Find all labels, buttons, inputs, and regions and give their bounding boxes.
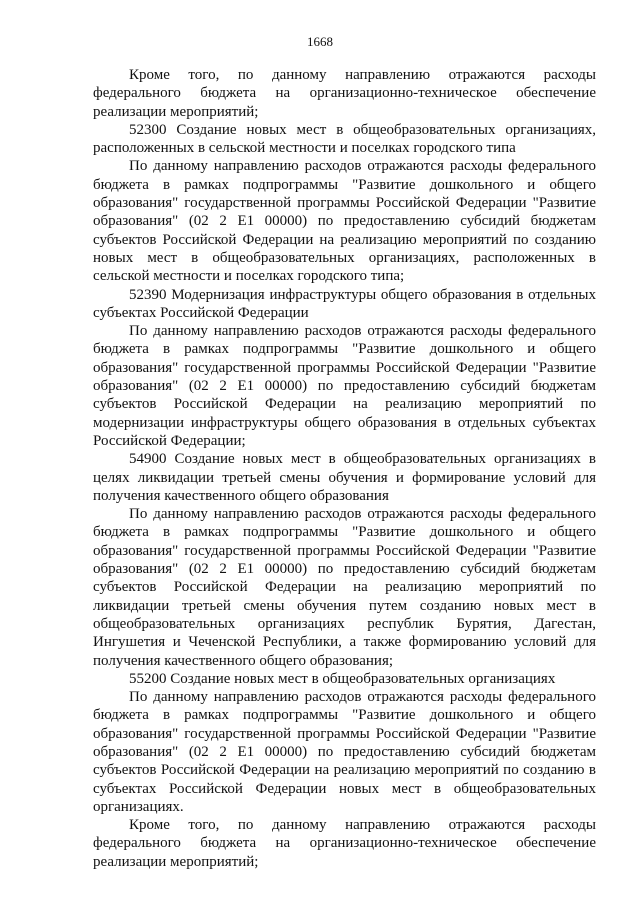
text-line: федерального бюджета на организационно-техническое обеспечение: [93, 835, 596, 852]
text-line: субъектов Российской Федерации на реализацию мероприятий по созданию: [93, 231, 596, 248]
text-line: Ингушетия и Чеченской Республики, а также формированию условий для: [93, 634, 596, 651]
text-line: образования" государственной программы Российской Федерации "Развитие: [93, 195, 596, 212]
paragraph: [93, 450, 596, 505]
text-line: 52300 Создание новых мест в общеобразовательных организациях,: [129, 121, 596, 138]
text-line: субъектах Российской Федерации новых мест в общеобразовательных: [93, 780, 596, 797]
text-line: образования" (02 2 E1 00000) по предоставлению субсидий бюджетам: [93, 561, 596, 578]
text-line: образования" (02 2 E1 00000) по предоставлению субсидий бюджетам: [93, 213, 596, 230]
text-line: бюджета в рамках подпрограммы "Развитие дошкольного и общего: [93, 341, 596, 358]
paragraph: [93, 66, 596, 121]
text-line: образования" (02 2 E1 00000) по предоставлению субсидий бюджетам: [93, 378, 596, 395]
text-line: образования" государственной программы Российской Федерации "Развитие: [93, 725, 596, 742]
text-line: бюджета в рамках подпрограммы "Развитие дошкольного и общего: [93, 707, 596, 724]
text-line: расположенных в сельской местности и поселках городского типа: [93, 140, 516, 157]
text-line: По данному направлению расходов отражаются расходы федерального: [129, 323, 596, 340]
text-line: бюджета в рамках подпрограммы "Развитие дошкольного и общего: [93, 524, 596, 541]
text-line: субъектов Российской Федерации на реализацию мероприятий по созданию в: [93, 762, 596, 779]
text-line: По данному направлению расходов отражаются расходы федерального: [129, 506, 596, 523]
paragraph: [93, 816, 596, 871]
text-line: модернизации инфраструктуры общего образования в отдельных субъектах: [93, 414, 596, 431]
text-line: общеобразовательных организациях республик Бурятия, Дагестан,: [93, 615, 596, 632]
paragraph: [93, 121, 596, 158]
paragraph: [93, 157, 596, 285]
text-line: целях ликвидации третьей смены обучения и формирование условий для: [93, 469, 596, 486]
paragraph: [93, 322, 596, 450]
text-line: 55200 Создание новых мест в общеобразовательных организациях: [129, 670, 556, 687]
text-line: По данному направлению расходов отражаются расходы федерального: [129, 689, 596, 706]
text-line: субъектов Российской Федерации на реализацию мероприятий по: [93, 579, 596, 596]
text-line: 54900 Создание новых мест в общеобразовательных организациях в: [129, 451, 596, 468]
text-line: Кроме того, по данному направлению отражаются расходы: [129, 67, 596, 83]
text-line: получения качественного общего образования;: [93, 652, 394, 669]
text-line: субъектах Российской Федерации: [93, 304, 309, 321]
text-line: образования" государственной программы Российской Федерации "Развитие: [93, 359, 596, 376]
page-number: 1668: [307, 34, 333, 49]
text-line: По данному направлению расходов отражаются расходы федерального: [129, 158, 596, 175]
paragraph: [93, 505, 596, 670]
text-line: субъектов Российской Федерации на реализацию мероприятий по: [93, 396, 596, 413]
paragraph: [93, 670, 596, 688]
text-line: реализации мероприятий;: [93, 853, 259, 870]
text-line: федерального бюджета на организационно-техническое обеспечение: [93, 85, 596, 102]
text-line: Российской Федерации;: [93, 432, 246, 449]
document-body: [93, 66, 596, 871]
text-line: новых мест в общеобразовательных организациях, расположенных в: [93, 249, 596, 266]
paragraph: [93, 688, 596, 816]
text-line: бюджета в рамках подпрограммы "Развитие дошкольного и общего: [93, 176, 596, 193]
text-line: Кроме того, по данному направлению отражаются расходы: [129, 817, 596, 834]
text-line: сельской местности и поселках городского типа;: [93, 268, 405, 285]
text-line: образования" государственной программы Российской Федерации "Развитие: [93, 542, 596, 559]
text-line: ликвидации третьей смены обучения путем созданию новых мест в: [93, 597, 596, 614]
text-line: реализации мероприятий;: [93, 103, 259, 120]
text-line: организациях.: [93, 798, 184, 815]
text-line: образования" (02 2 E1 00000) по предоставлению субсидий бюджетам: [93, 743, 596, 760]
text-line: 52390 Модернизация инфраструктуры общего образования в отдельных: [129, 286, 596, 303]
paragraph: [93, 286, 596, 323]
text-line: получения качественного общего образования: [93, 487, 389, 504]
